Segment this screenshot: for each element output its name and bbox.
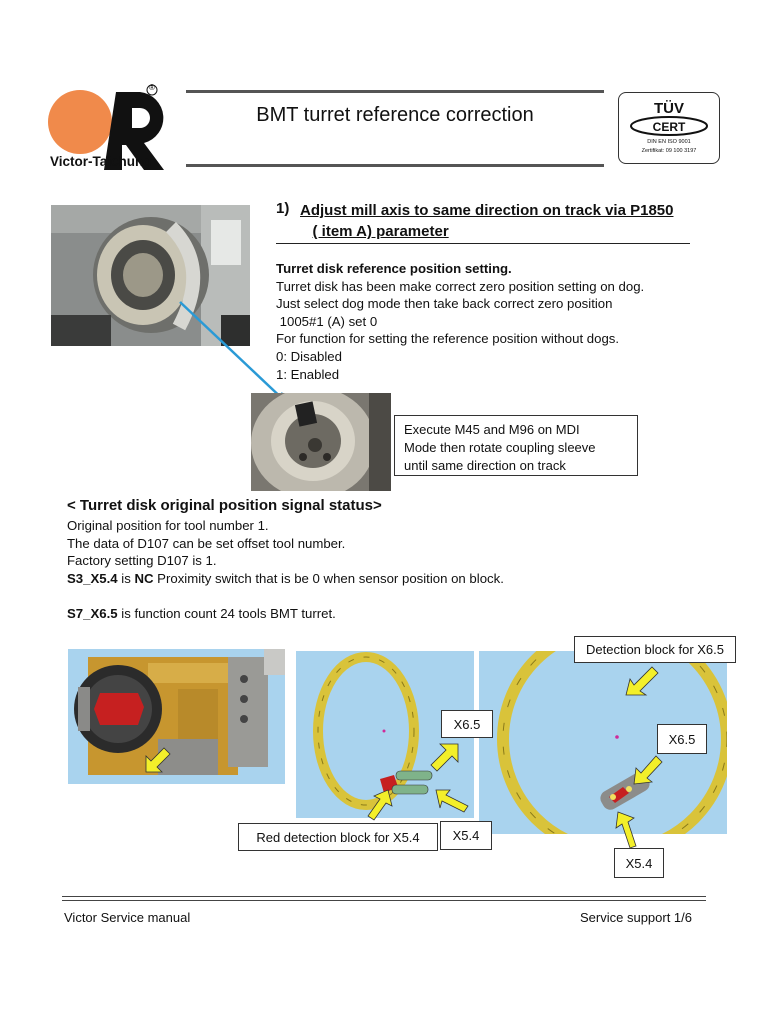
tuv-cert-badge xyxy=(618,92,720,164)
footer-manual-title: Victor Service manual xyxy=(64,910,191,925)
signal-status-title: < Turret disk original position signal status> xyxy=(67,497,382,514)
yellow-arrow-icon xyxy=(428,738,464,774)
signal-text: is function count 24 tools BMT turret. xyxy=(117,605,336,621)
reference-line: Just select dog mode then take back correct zero position xyxy=(276,296,613,312)
signal-line: Original position for tool number 1. xyxy=(67,518,269,533)
reference-line: For function for setting the reference position without dogs. xyxy=(276,331,620,347)
signal-code-s7: S7_X6.5 xyxy=(67,605,118,621)
detection-block-x65-label: Detection block for X6.5 xyxy=(574,636,736,663)
reference-line: 1005#1 (A) set 0 xyxy=(276,313,378,329)
turret-assembly-cad xyxy=(68,649,285,784)
signal-nc: NC xyxy=(134,570,154,586)
signal-status-text xyxy=(67,517,727,623)
red-detection-block-label: Red detection block for X5.4 xyxy=(238,823,438,851)
svg-text:CERT: CERT xyxy=(652,120,686,134)
callout-line: Mode then rotate coupling sleeve xyxy=(404,440,596,455)
x65-label-middle: X6.5 xyxy=(441,710,493,738)
footer-page-number: Service support 1/6 xyxy=(580,910,693,925)
mdi-instruction-callout xyxy=(394,415,638,476)
yellow-arrow-icon xyxy=(366,788,394,822)
svg-text:TÜV: TÜV xyxy=(654,100,684,117)
signal-code-s3: S3_X5.4 xyxy=(67,570,118,586)
reference-heading: Turret disk reference position setting. xyxy=(276,261,512,276)
spacer xyxy=(67,587,727,605)
coupling-sleeve-photo xyxy=(251,393,391,491)
signal-line-x54 xyxy=(67,570,727,588)
signal-line: The data of D107 can be set offset tool number. xyxy=(67,535,346,551)
yellow-arrow-icon xyxy=(622,665,662,701)
signal-text: is xyxy=(117,570,135,586)
reference-line: Turret disk has been make correct zero position setting on dog. xyxy=(276,278,645,294)
step-title-line2: ( item A) parameter xyxy=(312,223,449,240)
x65-label-right: X6.5 xyxy=(657,724,707,754)
x54-label-middle: X5.4 xyxy=(440,821,492,850)
signal-line-x65 xyxy=(67,605,727,623)
step-number: 1) xyxy=(276,200,290,217)
page-title: BMT turret reference correction xyxy=(256,104,534,126)
signal-text: Proximity switch that is be 0 when sensor position on block. xyxy=(153,570,504,586)
callout-line: Execute M45 and M96 on MDI xyxy=(404,422,580,437)
cert-number: Zertifikat: 09 100 3197 xyxy=(641,148,697,154)
company-name: Victor-Taichung xyxy=(50,154,152,169)
footer-rule xyxy=(62,900,706,901)
reference-line: 0: Disabled xyxy=(276,348,342,364)
header-rule-top xyxy=(186,90,604,93)
signal-line: Factory setting D107 is 1. xyxy=(67,553,217,569)
yellow-arrow-icon xyxy=(142,746,172,776)
step-title xyxy=(300,200,690,242)
step-title-rule xyxy=(276,243,690,244)
yellow-arrow-icon xyxy=(432,784,470,814)
x54-label-right: X5.4 xyxy=(614,848,664,878)
header-rule-bottom xyxy=(186,164,604,167)
reference-line: 1: Enabled xyxy=(276,366,340,382)
registered-mark: ® xyxy=(149,83,155,92)
cert-standard: DIN EN ISO 9001 xyxy=(647,139,691,145)
footer-rule xyxy=(62,896,706,897)
step-title-line1: Adjust mill axis to same direction on track via P1850 xyxy=(300,202,674,219)
callout-line: until same direction on track xyxy=(404,458,566,473)
yellow-arrow-icon xyxy=(612,810,638,850)
yellow-arrow-icon xyxy=(630,752,666,788)
reference-setting-text xyxy=(276,260,746,383)
